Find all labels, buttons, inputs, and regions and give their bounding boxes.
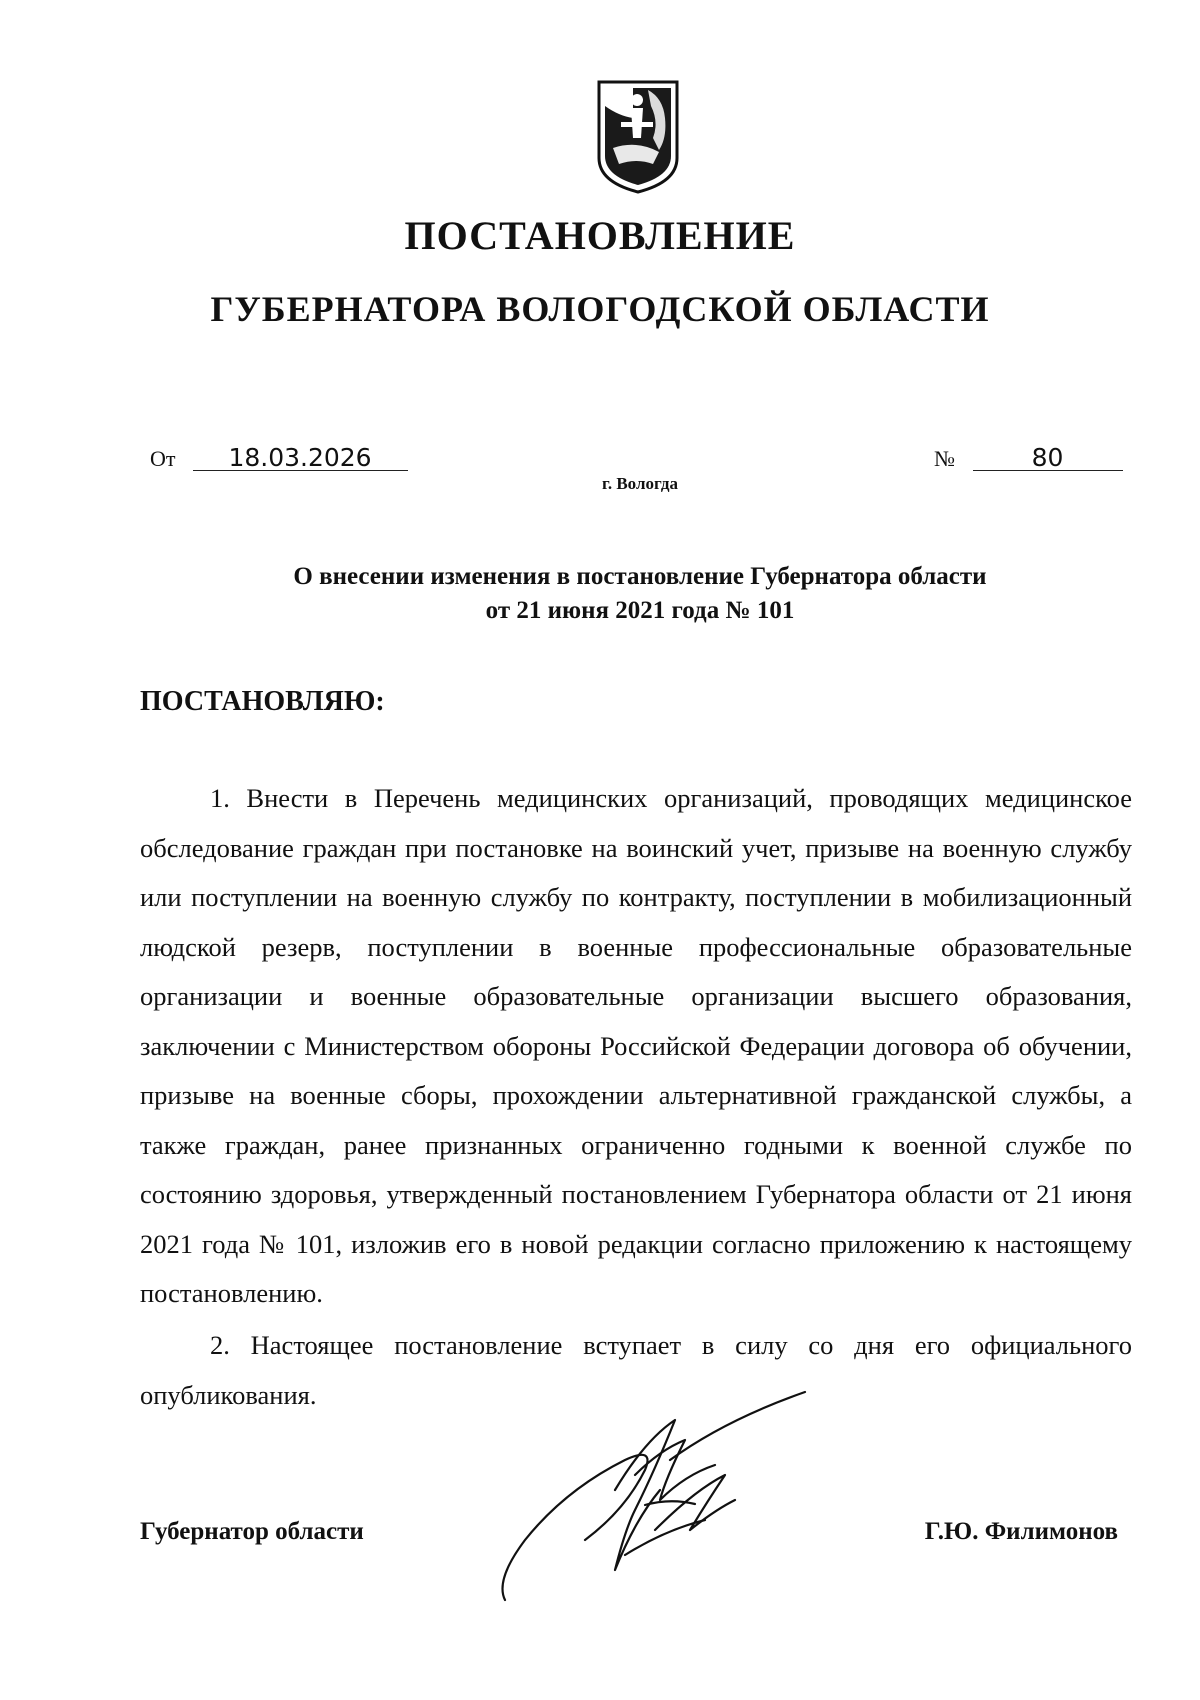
paragraph-1: 1. Внести в Перечень медицинских организаций, проводящих медицинское обследование граждан при постановке на воинский учет, призыве на военную службу или поступлении на военную службу по контракту, поступлении в мобилизационный людской резерв, поступлении в военные профессиональные образовательные организации и военные образовательные организации высшего образования, заключении с Министерством обороны Российской Федерации договора об обучении, призыве на военные сборы, прохождении альтернативной гражданской службы, а также граждан, ранее признанных ограниченно годными к военной службе по состоянию здоровья, утвержденный постановлением Губернатора области от 21 июня 2021 года № 101, изложив его в новой редакции согласно приложению к настоящему постановлению. xyxy=(140,783,1132,1308)
number-row xyxy=(934,443,1123,472)
signatory-position: Губернатор области xyxy=(140,1518,364,1545)
handwritten-signature-icon xyxy=(485,1380,815,1610)
subject-line-2: от 21 июня 2021 года № 101 xyxy=(485,597,795,624)
signatory-name: Г.Ю. Филимонов xyxy=(924,1518,1118,1545)
decree-heading: ПОСТАНОВЛЯЮ: xyxy=(140,686,385,717)
coat-of-arms-icon xyxy=(593,78,683,196)
subject-line-1: О внесении изменения в постановление Губернатора области xyxy=(293,563,987,590)
document-number: 80 xyxy=(973,446,1123,471)
date-row xyxy=(150,443,408,472)
document-subtitle: ГУБЕРНАТОРА ВОЛОГОДСКОЙ ОБЛАСТИ xyxy=(210,289,990,329)
document-subject xyxy=(0,560,1200,628)
number-label: № xyxy=(934,446,955,471)
document-title: ПОСТАНОВЛЕНИЕ xyxy=(404,213,796,258)
city-label: г. Вологда xyxy=(602,474,678,493)
date-label: От xyxy=(150,446,176,471)
document-date: 18.03.2026 xyxy=(193,446,408,471)
paragraph-2: 2. Настоящее постановление вступает в силу со дня его официального опубликования. xyxy=(140,1330,1132,1410)
